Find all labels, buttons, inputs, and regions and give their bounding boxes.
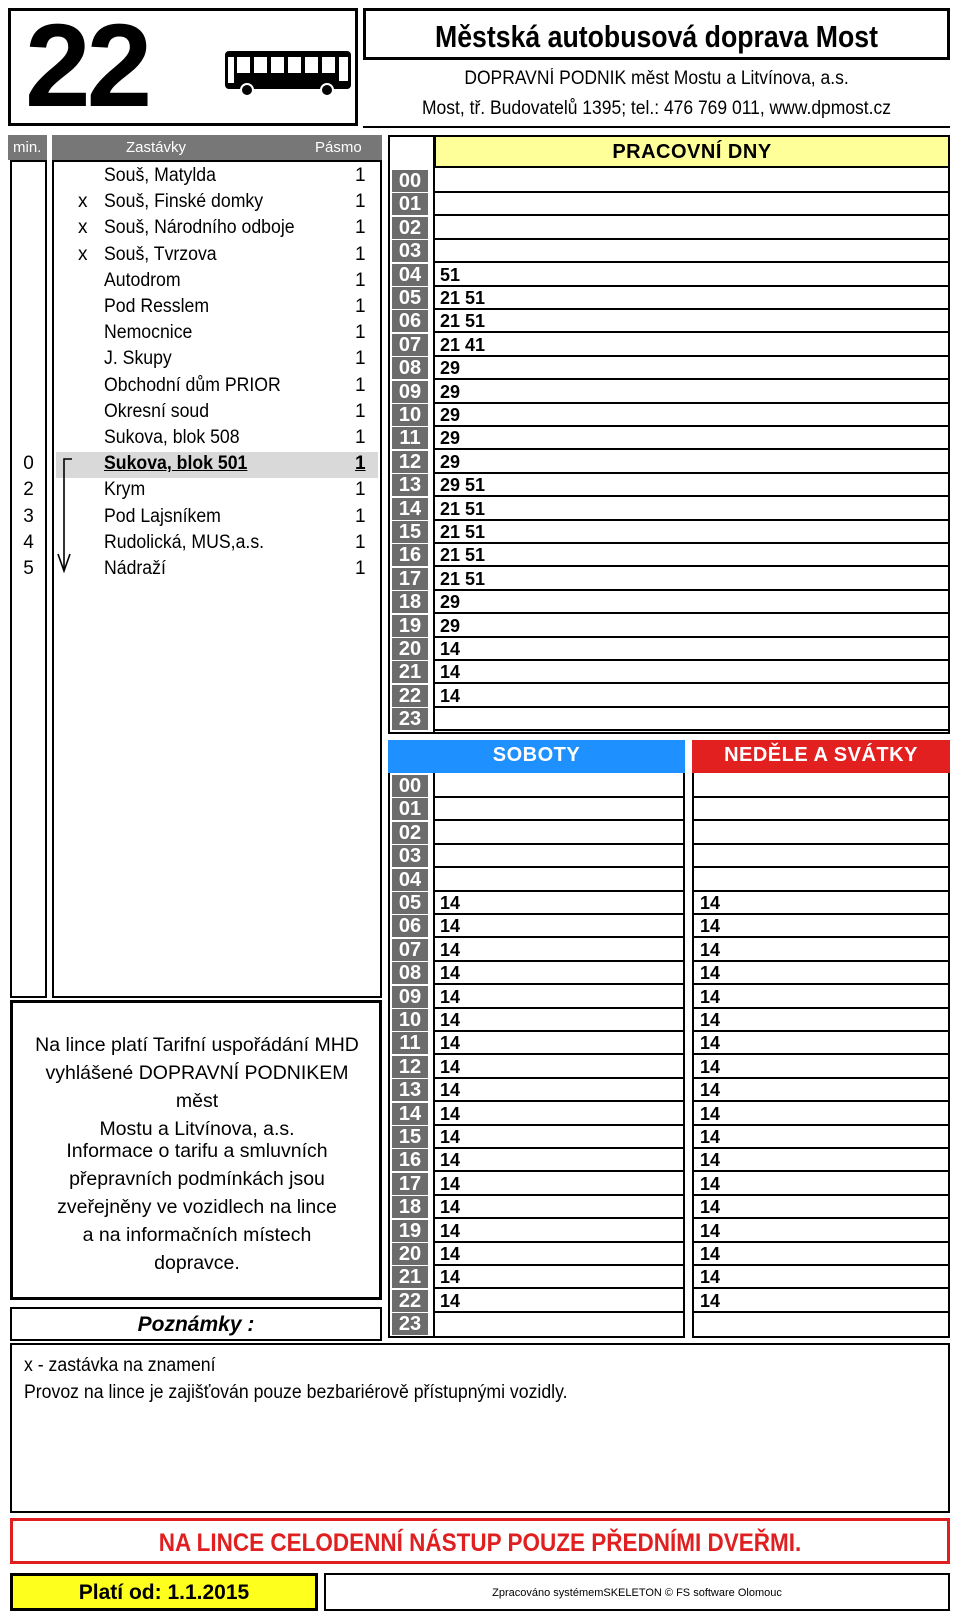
- saturday-departures: 14: [440, 1150, 461, 1171]
- stop-zone: 1: [355, 348, 366, 370]
- stop-name: Sukova, blok 508: [104, 427, 240, 448]
- sunday-departures: 14: [700, 1290, 721, 1311]
- column-divider: [433, 135, 435, 734]
- request-stop-mark: x: [78, 217, 88, 239]
- row-divider: [434, 1311, 685, 1313]
- saturday-departures: 14: [440, 1056, 461, 1077]
- weekend-hour-cell: 09: [392, 986, 428, 1008]
- tariff-line: a na informačních místech: [82, 1224, 312, 1246]
- weekday-departures: 29: [440, 405, 461, 425]
- weekday-hour-cell: 04: [392, 264, 428, 286]
- tariff-line: Informace o tarifu a smluvních: [66, 1140, 328, 1162]
- row-divider: [692, 1311, 950, 1313]
- sunday-departures: 14: [700, 893, 721, 913]
- weekend-hour-cell: 22: [392, 1290, 428, 1312]
- row-divider: [434, 542, 950, 544]
- notes-label: Poznámky :: [137, 1313, 255, 1336]
- weekend-hour-cell: 16: [392, 1149, 428, 1171]
- stop-zone: 1: [355, 243, 366, 265]
- tariff-paragraph-1: [27, 1031, 367, 1143]
- weekend-hour-cell: 12: [392, 1056, 428, 1078]
- sunday-departures: 14: [700, 1010, 721, 1030]
- row-divider: [692, 1147, 950, 1149]
- weekday-hour-cell: 06: [392, 310, 428, 332]
- stop-name: Obchodní dům PRIOR: [104, 374, 281, 396]
- saturday-departures: 14: [440, 1080, 461, 1101]
- sunday-departures: 14: [700, 1150, 721, 1171]
- saturday-departures: 14: [440, 893, 461, 913]
- sunday-departures: 14: [700, 1056, 721, 1077]
- weekday-departures: 29: [440, 381, 461, 402]
- weekend-hour-cell: 18: [392, 1196, 428, 1218]
- company-name: Městská autobusová doprava Most: [435, 19, 878, 54]
- saturday-departures: 14: [440, 1244, 461, 1264]
- row-divider: [434, 913, 685, 915]
- sunday-departures: 14: [700, 1197, 721, 1218]
- stop-row: [0, 373, 382, 399]
- valid-from: Platí od: 1.1.2015: [78, 1581, 250, 1604]
- weekday-hour-cell: 18: [392, 591, 428, 613]
- saturday-departures: 14: [440, 1103, 461, 1124]
- stop-name: Nádraží: [104, 558, 166, 579]
- row-divider: [434, 238, 950, 240]
- weekday-hour-cell: 22: [392, 685, 428, 707]
- weekend-hour-cell: 05: [392, 892, 428, 914]
- bus-icon: [223, 47, 355, 97]
- row-divider: [434, 425, 950, 427]
- software-credit-box: [324, 1573, 950, 1611]
- weekday-departures: 29: [440, 358, 461, 379]
- stop-name: Souš, Matylda: [104, 165, 216, 186]
- weekday-hour-cell: 13: [392, 474, 428, 496]
- row-divider: [434, 589, 950, 591]
- sunday-timetable: [692, 740, 950, 1338]
- row-divider: [692, 960, 950, 962]
- weekday-hour-cell: 11: [392, 427, 428, 449]
- row-divider: [692, 1100, 950, 1102]
- row-divider: [692, 1053, 950, 1055]
- weekend-hour-cell: 03: [392, 845, 428, 867]
- row-divider: [434, 1124, 685, 1126]
- weekday-departures: 21 51: [440, 568, 486, 589]
- row-divider: [692, 1170, 950, 1172]
- stop-name: Sukova, blok 501: [104, 453, 248, 475]
- weekday-departures: 29: [440, 451, 461, 472]
- row-divider: [692, 983, 950, 985]
- row-divider: [434, 448, 950, 450]
- notes-box: [10, 1343, 950, 1513]
- weekday-hour-cell: 20: [392, 638, 428, 660]
- stop-minutes: 2: [23, 479, 34, 501]
- tariff-line: zveřejněny ve vozidlech na lince: [57, 1196, 337, 1218]
- row-divider: [434, 612, 950, 614]
- operator-address: Most, tř. Budovatelů 1395; tel.: 476 769 011, www.dpmost.cz: [422, 98, 891, 119]
- weekday-departures: 21 51: [440, 498, 486, 519]
- row-divider: [434, 1030, 685, 1032]
- boarding-notice: NA LINCE CELODENNÍ NÁSTUP POUZE PŘEDNÍMI DVEŘMI.: [158, 1529, 802, 1557]
- weekend-hour-cell: 13: [392, 1079, 428, 1101]
- weekday-hour-cell: 17: [392, 568, 428, 590]
- line-number: 22: [25, 0, 149, 132]
- request-stop-mark: x: [78, 191, 88, 213]
- saturday-departures: 14: [440, 1010, 461, 1030]
- stop-row: [0, 163, 382, 189]
- row-divider: [434, 960, 685, 962]
- stop-row: [0, 320, 382, 346]
- row-divider: [434, 519, 950, 521]
- weekday-departures: 14: [440, 662, 461, 683]
- weekday-timetable: [388, 135, 950, 734]
- weekday-hour-cell: 05: [392, 287, 428, 309]
- line-number-box: [8, 0, 358, 132]
- weekday-departures: 29 51: [440, 475, 486, 496]
- row-divider: [692, 890, 950, 892]
- weekday-hour-cell: 00: [392, 170, 428, 192]
- row-divider: [434, 308, 950, 310]
- row-divider: [434, 1264, 685, 1266]
- sunday-departures: 14: [700, 1267, 721, 1288]
- stop-minutes: 4: [23, 531, 34, 553]
- row-divider: [434, 706, 950, 708]
- weekend-hour-cell: 10: [392, 1009, 428, 1031]
- row-divider: [434, 402, 950, 404]
- row-divider: [434, 1170, 685, 1172]
- stop-zone: 1: [355, 269, 366, 291]
- sunday-departures: 14: [700, 963, 721, 984]
- valid-from-box: [10, 1573, 318, 1611]
- stop-zone: 1: [355, 400, 366, 422]
- saturday-departures: 14: [440, 1197, 461, 1218]
- sunday-departures: 14: [700, 1244, 721, 1264]
- stop-name: J. Skupy: [104, 348, 172, 370]
- stop-zone: 1: [355, 374, 366, 396]
- row-divider: [434, 819, 685, 821]
- operator-name: DOPRAVNÍ PODNIK měst Mostu a Litvínova, a.s.: [464, 68, 849, 89]
- weekday-departures: 51: [440, 264, 461, 285]
- stop-minutes: 5: [23, 558, 34, 579]
- weekend-hour-cell: 11: [392, 1032, 428, 1054]
- weekday-hour-cell: 08: [392, 357, 428, 379]
- stop-name: Souš, Národního odboje: [104, 217, 295, 239]
- sunday-departures: 14: [700, 1220, 721, 1241]
- weekday-departures: 29: [440, 428, 461, 449]
- saturday-departures: 14: [440, 1033, 461, 1054]
- stop-row: [0, 425, 382, 451]
- weekday-hour-cell: 03: [392, 240, 428, 262]
- weekend-hour-cell: 00: [392, 775, 428, 797]
- stop-row: [0, 399, 382, 425]
- row-divider: [434, 214, 950, 216]
- weekday-departures: 14: [440, 639, 461, 659]
- weekday-hour-cell: 09: [392, 381, 428, 403]
- row-divider: [692, 866, 950, 868]
- sunday-departures: 14: [700, 1103, 721, 1124]
- row-divider: [434, 331, 950, 333]
- stops-column-header: Zastávky: [126, 139, 187, 156]
- column-divider: [433, 773, 435, 1338]
- weekday-hour-cell: 07: [392, 334, 428, 356]
- saturday-departures: 14: [440, 1220, 461, 1241]
- row-divider: [434, 729, 950, 731]
- weekend-hour-cell: 17: [392, 1173, 428, 1195]
- sunday-departures: 14: [700, 1033, 721, 1054]
- row-divider: [692, 1241, 950, 1243]
- saturday-title: SOBOTY: [388, 740, 685, 773]
- row-divider: [434, 565, 950, 567]
- stop-row: [0, 294, 382, 320]
- stop-row: [0, 346, 382, 372]
- weekday-hour-cell: 15: [392, 521, 428, 543]
- row-divider: [434, 866, 685, 868]
- stop-zone: 1: [355, 453, 366, 475]
- sunday-departures: 14: [700, 986, 721, 1007]
- row-divider: [692, 1217, 950, 1219]
- stop-name: Nemocnice: [104, 322, 193, 344]
- saturday-departures: 14: [440, 1290, 461, 1311]
- weekday-departures: 14: [440, 685, 461, 706]
- weekend-hour-cell: 14: [392, 1103, 428, 1125]
- tariff-info-box: [10, 1000, 382, 1300]
- row-divider: [434, 1100, 685, 1102]
- stop-zone: 1: [355, 505, 366, 527]
- sunday-departures: 14: [700, 939, 721, 960]
- row-divider: [692, 1030, 950, 1032]
- row-divider: [434, 472, 950, 474]
- row-divider: [434, 1147, 685, 1149]
- saturday-departures: 14: [440, 1267, 461, 1288]
- stop-name: Rudolická, MUS,a.s.: [104, 531, 265, 553]
- row-divider: [692, 819, 950, 821]
- row-divider: [434, 682, 950, 684]
- stop-row: [0, 268, 382, 294]
- sunday-departures: 14: [700, 1173, 721, 1194]
- saturday-departures: 14: [440, 916, 461, 937]
- row-divider: [692, 1124, 950, 1126]
- row-divider: [434, 636, 950, 638]
- weekend-hour-cell: 02: [392, 822, 428, 844]
- row-divider: [434, 1217, 685, 1219]
- direction-arrow-icon: [56, 458, 82, 578]
- saturday-departures: 14: [440, 1173, 461, 1194]
- row-divider: [434, 936, 685, 938]
- row-divider: [692, 796, 950, 798]
- tariff-line: vyhlášené DOPRAVNÍ PODNIKEM měst: [45, 1062, 349, 1112]
- software-credit: Zpracováno systémemSKELETON © FS software Olomouc: [492, 1587, 782, 1599]
- stop-name: Autodrom: [104, 269, 181, 291]
- weekday-departures: 21 51: [440, 545, 486, 566]
- row-divider: [434, 659, 950, 661]
- row-divider: [434, 890, 685, 892]
- row-divider: [692, 1077, 950, 1079]
- sunday-departures: 14: [700, 1127, 721, 1147]
- notes-label-box: [10, 1307, 382, 1341]
- stop-zone: 1: [355, 165, 366, 186]
- stop-name: Krym: [104, 479, 146, 501]
- header-gap: [47, 135, 52, 160]
- weekend-hour-cell: 06: [392, 915, 428, 937]
- weekday-departures: 21 41: [440, 334, 486, 355]
- stop-name: Okresní soud: [104, 400, 210, 422]
- row-divider: [434, 843, 685, 845]
- stop-name: Souš, Finské domky: [104, 191, 264, 213]
- tariff-line: přepravních podmínkách jsou: [69, 1168, 325, 1190]
- tariff-line: dopravce.: [154, 1252, 240, 1274]
- stop-zone: 1: [355, 558, 366, 579]
- request-stop-note: x - zastávka na znamení: [24, 1355, 216, 1376]
- weekday-hour-cell: 19: [392, 615, 428, 637]
- weekend-hour-cell: 08: [392, 962, 428, 984]
- stop-zone: 1: [355, 191, 366, 213]
- stop-name: Souš, Tvrzova: [104, 243, 217, 265]
- weekday-hour-cell: 16: [392, 544, 428, 566]
- saturday-departures: 14: [440, 986, 461, 1007]
- stops-header: [8, 135, 382, 160]
- stop-name: Pod Lajsníkem: [104, 505, 221, 527]
- stop-minutes: 3: [23, 505, 34, 527]
- weekday-departures: 21 51: [440, 522, 486, 542]
- weekday-departures: 21 51: [440, 311, 486, 332]
- weekday-hour-cell: 23: [392, 708, 428, 730]
- row-divider: [434, 285, 950, 287]
- row-divider: [434, 191, 950, 193]
- stop-row: [0, 189, 382, 215]
- zone-column-header: Pásmo: [315, 139, 362, 156]
- row-divider: [692, 1287, 950, 1289]
- row-divider: [434, 1053, 685, 1055]
- saturday-departures: 14: [440, 939, 461, 960]
- row-divider: [692, 1194, 950, 1196]
- sunday-departures: 14: [700, 1080, 721, 1101]
- header-divider: [363, 126, 950, 128]
- stop-zone: 1: [355, 479, 366, 501]
- row-divider: [434, 1241, 685, 1243]
- weekday-departures: 29: [440, 592, 461, 613]
- weekday-hour-cell: 01: [392, 193, 428, 215]
- row-divider: [434, 1007, 685, 1009]
- weekday-departures: 21 51: [440, 288, 486, 308]
- company-box: [363, 8, 950, 60]
- row-divider: [434, 1194, 685, 1196]
- weekend-hour-cell: 20: [392, 1243, 428, 1265]
- weekend-hour-cell: 15: [392, 1126, 428, 1148]
- row-divider: [434, 495, 950, 497]
- tariff-line: Na lince platí Tarifní uspořádání MHD: [35, 1034, 359, 1056]
- row-divider: [434, 1077, 685, 1079]
- stop-row: [0, 242, 382, 268]
- row-divider: [434, 983, 685, 985]
- weekday-title: PRACOVNÍ DNY: [434, 135, 950, 168]
- row-divider: [434, 796, 685, 798]
- row-divider: [692, 936, 950, 938]
- stop-row: [0, 215, 382, 241]
- weekend-hour-cell: 19: [392, 1220, 428, 1242]
- weekend-hour-cell: 21: [392, 1266, 428, 1288]
- tariff-paragraph-2: [27, 1137, 367, 1277]
- request-stop-mark: x: [78, 243, 88, 265]
- weekday-hour-cell: 14: [392, 498, 428, 520]
- row-divider: [434, 355, 950, 357]
- row-divider: [434, 378, 950, 380]
- tariff-line: Mostu a Litvínova, a.s.: [99, 1118, 295, 1140]
- weekend-hour-cell: 07: [392, 939, 428, 961]
- stop-zone: 1: [355, 531, 366, 553]
- row-divider: [692, 1264, 950, 1266]
- stop-zone: 1: [355, 296, 366, 317]
- row-divider: [692, 843, 950, 845]
- row-divider: [434, 1287, 685, 1289]
- stop-name: Pod Resslem: [104, 296, 210, 317]
- saturday-departures: 14: [440, 963, 461, 984]
- weekday-hour-cell: 10: [392, 404, 428, 426]
- row-divider: [692, 1007, 950, 1009]
- weekday-hour-cell: 12: [392, 451, 428, 473]
- minutes-column-header: min.: [13, 139, 42, 156]
- sunday-departures: 14: [700, 916, 721, 937]
- weekend-hour-cell: 04: [392, 869, 428, 891]
- weekday-hour-cell: 02: [392, 217, 428, 239]
- accessibility-note: Provoz na lince je zajišťován pouze bezbariérově přístupnými vozidly.: [24, 1382, 568, 1403]
- boarding-notice-box: [10, 1518, 950, 1564]
- row-divider: [692, 913, 950, 915]
- sunday-title: NEDĚLE A SVÁTKY: [692, 740, 950, 773]
- stop-zone: 1: [355, 322, 366, 344]
- stop-zone: 1: [355, 427, 366, 448]
- stop-minutes: 0: [23, 453, 34, 475]
- weekday-hour-cell: 21: [392, 661, 428, 683]
- stop-zone: 1: [355, 217, 366, 239]
- saturday-departures: 14: [440, 1127, 461, 1147]
- weekday-departures: 29: [440, 615, 461, 636]
- weekend-hour-cell: 01: [392, 798, 428, 820]
- weekend-hour-cell: 23: [392, 1313, 428, 1335]
- row-divider: [434, 261, 950, 263]
